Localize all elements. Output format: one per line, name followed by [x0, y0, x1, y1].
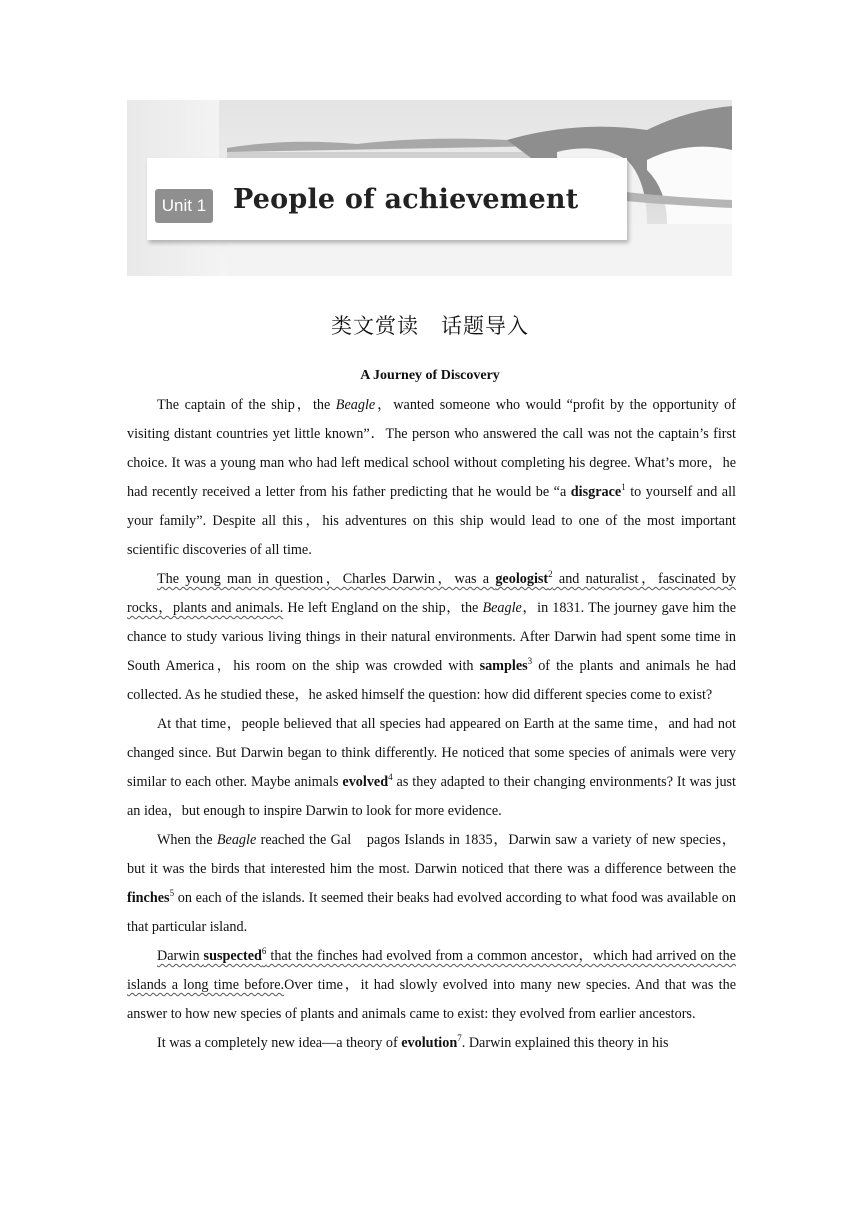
text-run: When the	[157, 832, 217, 848]
vocab-number: 2	[548, 569, 553, 579]
text-run: and naturalist，fascinated by rocks，plants and animals.	[127, 571, 736, 616]
vocab-word: suspected	[203, 948, 262, 964]
paragraph-1	[127, 391, 736, 565]
vocab-number: 6	[261, 946, 267, 956]
article-body	[127, 391, 736, 1058]
ship-name: Beagle	[216, 832, 257, 848]
paragraph-6	[127, 1029, 736, 1058]
paragraph-2	[127, 565, 736, 710]
vocab-number: 3	[527, 656, 533, 666]
vocab-word: samples	[479, 658, 528, 674]
text-run: The captain of the ship，the	[157, 397, 336, 413]
vocab-word: finches	[127, 890, 170, 906]
ship-name: Beagle	[482, 600, 522, 616]
text-run: ，wanted someone who would “profit by the opportunity of visiting distant countries yet little known”．The person who answered the call was not the captain’s first choice. It was a young man who had left medical school without completing his degree. What’s more，he had recently received a letter from his father predicting that he would be “a	[127, 397, 737, 500]
text-run: At that time，people believed that all species had appeared on Earth at the same time，and had not changed since. But Darwin began to think differently. He noticed that some species of animals were very similar to each other. Maybe animals	[127, 716, 736, 790]
text-run: Over time，it had slowly evolved into many new species. And that was the answer to how new species of plants and animals came to exist: they evolved from earlier ancestors.	[127, 977, 736, 1022]
paragraph-3	[127, 710, 736, 826]
unit-title: People of achievement	[233, 184, 579, 215]
unit-title-card	[147, 158, 627, 240]
text-run: of the plants and animals he had collected. As he studied these，he asked himself the question: how did different species come to exist?	[127, 658, 736, 703]
text-run: to yourself and all your family”. Despite all this，his adventures on this ship would lead to one of the most important scientific discoveries of all time.	[127, 484, 736, 558]
paragraph-4	[127, 826, 736, 942]
vocab-number: 5	[169, 888, 175, 898]
vocab-word: evolution	[401, 1035, 458, 1051]
vocab-number: 7	[457, 1033, 462, 1043]
unit-badge: Unit 1	[155, 189, 213, 223]
vocab-word: evolved	[342, 774, 389, 790]
text-run: Darwin	[157, 948, 204, 964]
text-run: It was a completely new idea—a theory of	[157, 1035, 402, 1051]
ship-name: Beagle	[335, 397, 376, 413]
article-title: A Journey of Discovery	[360, 368, 500, 383]
section-heading	[0, 310, 860, 340]
vocab-word: geologist	[495, 571, 549, 587]
text-run: . Darwin explained this theory in his	[461, 1035, 669, 1051]
text-run: reached the Gal pagos Islands in 1835，Darwin saw a variety of new species，but it was the birds that interested him the most. Darwin noticed that there was a difference between the	[127, 832, 736, 877]
vocab-word: disgrace	[570, 484, 622, 500]
text-run: on each of the islands. It seemed their beaks had evolved according to what food was available on that particular island.	[127, 890, 736, 935]
text-run: He left England on the ship，the	[283, 600, 483, 616]
section-heading-part2: 话题导入	[441, 314, 529, 338]
text-run: ，in 1831. The journey gave him the chance to study various living things in their natural environments. After Darwin had spent some time in South America，his room on the ship was crowded with	[127, 600, 737, 674]
paragraph-5	[127, 942, 736, 1029]
unit-banner	[127, 100, 732, 276]
vocab-number: 1	[621, 482, 626, 492]
vocab-number: 4	[388, 772, 393, 782]
text-run: as they adapted to their changing environments? It was just an idea，but enough to inspire Darwin to look for more evidence.	[127, 774, 736, 819]
text-run: The young man in question，Charles Darwin，was a	[157, 571, 496, 587]
text-run: that the finches had evolved from a common ancestor，which had arrived on the islands a long time before.	[127, 948, 736, 993]
section-heading-part1: 类文赏读	[331, 314, 419, 338]
